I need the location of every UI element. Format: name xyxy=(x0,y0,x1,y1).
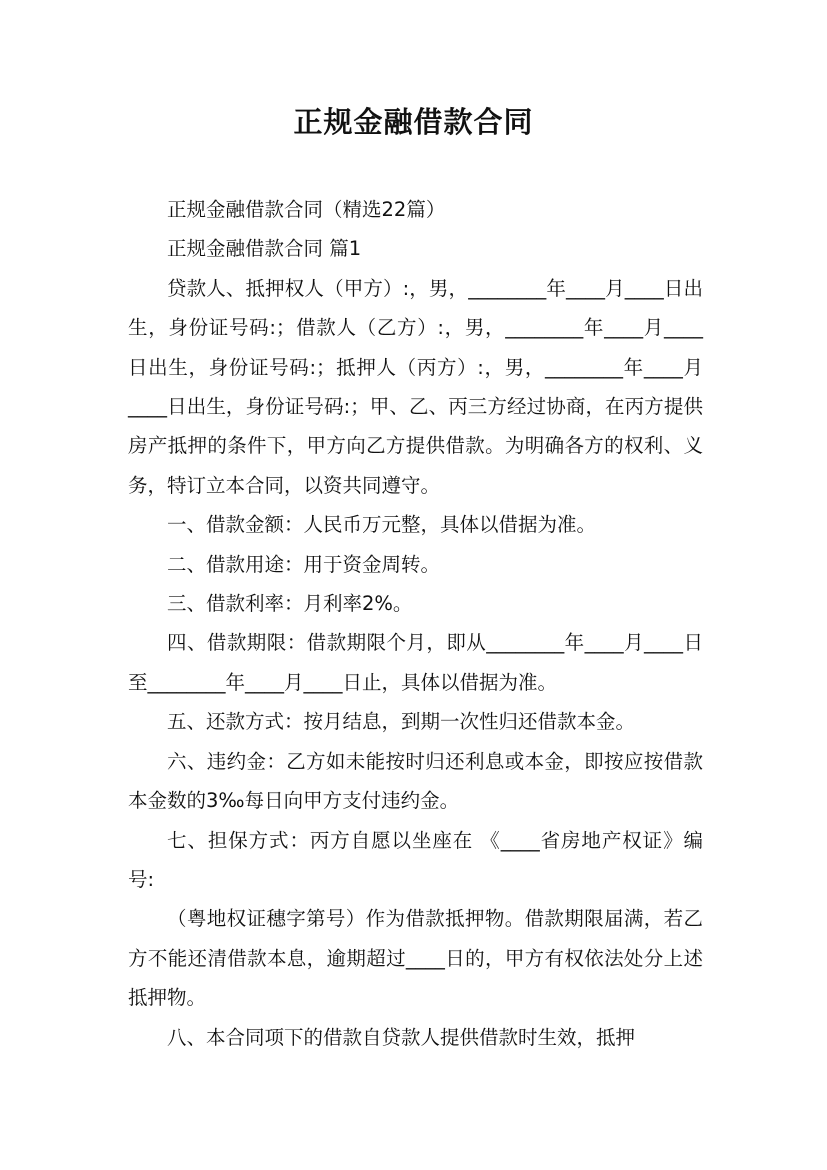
clause-7-continued: （粤地权证穗字第号）作为借款抵押物。借款期限届满，若乙方不能还清借款本息，逾期超过____日的，甲方有权依法处分上述抵押物。 xyxy=(128,907,703,1010)
subtitle-collection: 正规金融借款合同（精选22篇） xyxy=(167,198,446,221)
parties-paragraph: 贷款人、抵押权人（甲方）:，男，________年____月____日出生，身份证号码:；借款人（乙方）:，男，________年____月____日出生，身份证号码:；抵押人（丙方）:，男，________年____月____日出生，身份证号码:；甲、乙、丙三方经过协商，在丙方提供房产抵押的条件下，甲方向乙方提供借款。为明确各方的权利、义务，特订立本合同，以资共同遵守。 xyxy=(128,276,703,497)
clause-7-guarantee: 七、担保方式：丙方自愿以坐座在 《____省房地产权证》编号: xyxy=(128,828,703,891)
section-heading-1: 正规金融借款合同 篇1 xyxy=(167,237,362,261)
clause-1-amount: 一、借款金额：人民币万元整，具体以借据为准。 xyxy=(167,513,597,537)
clause-8-effect: 八、本合同项下的借款自贷款人提供借款时生效，抵押 xyxy=(167,1025,636,1049)
clause-5-repayment: 五、还款方式：按月结息，到期一次性归还借款本金。 xyxy=(167,710,636,734)
clause-4-term: 四、借款期限：借款期限个月，即从________年____月____日至________年____月____日止，具体以借据为准。 xyxy=(128,631,703,694)
clause-2-purpose: 二、借款用途：用于资金周转。 xyxy=(167,552,441,576)
document-title: 正规金融借款合同 xyxy=(293,105,534,139)
clause-3-interest: 三、借款利率：月利率2%。 xyxy=(167,592,413,616)
clause-6-penalty: 六、违约金：乙方如未能按时归还利息或本金，即按应按借款本金数的3‰每日向甲方支付违约金。 xyxy=(128,749,703,813)
document-body xyxy=(128,190,703,1057)
